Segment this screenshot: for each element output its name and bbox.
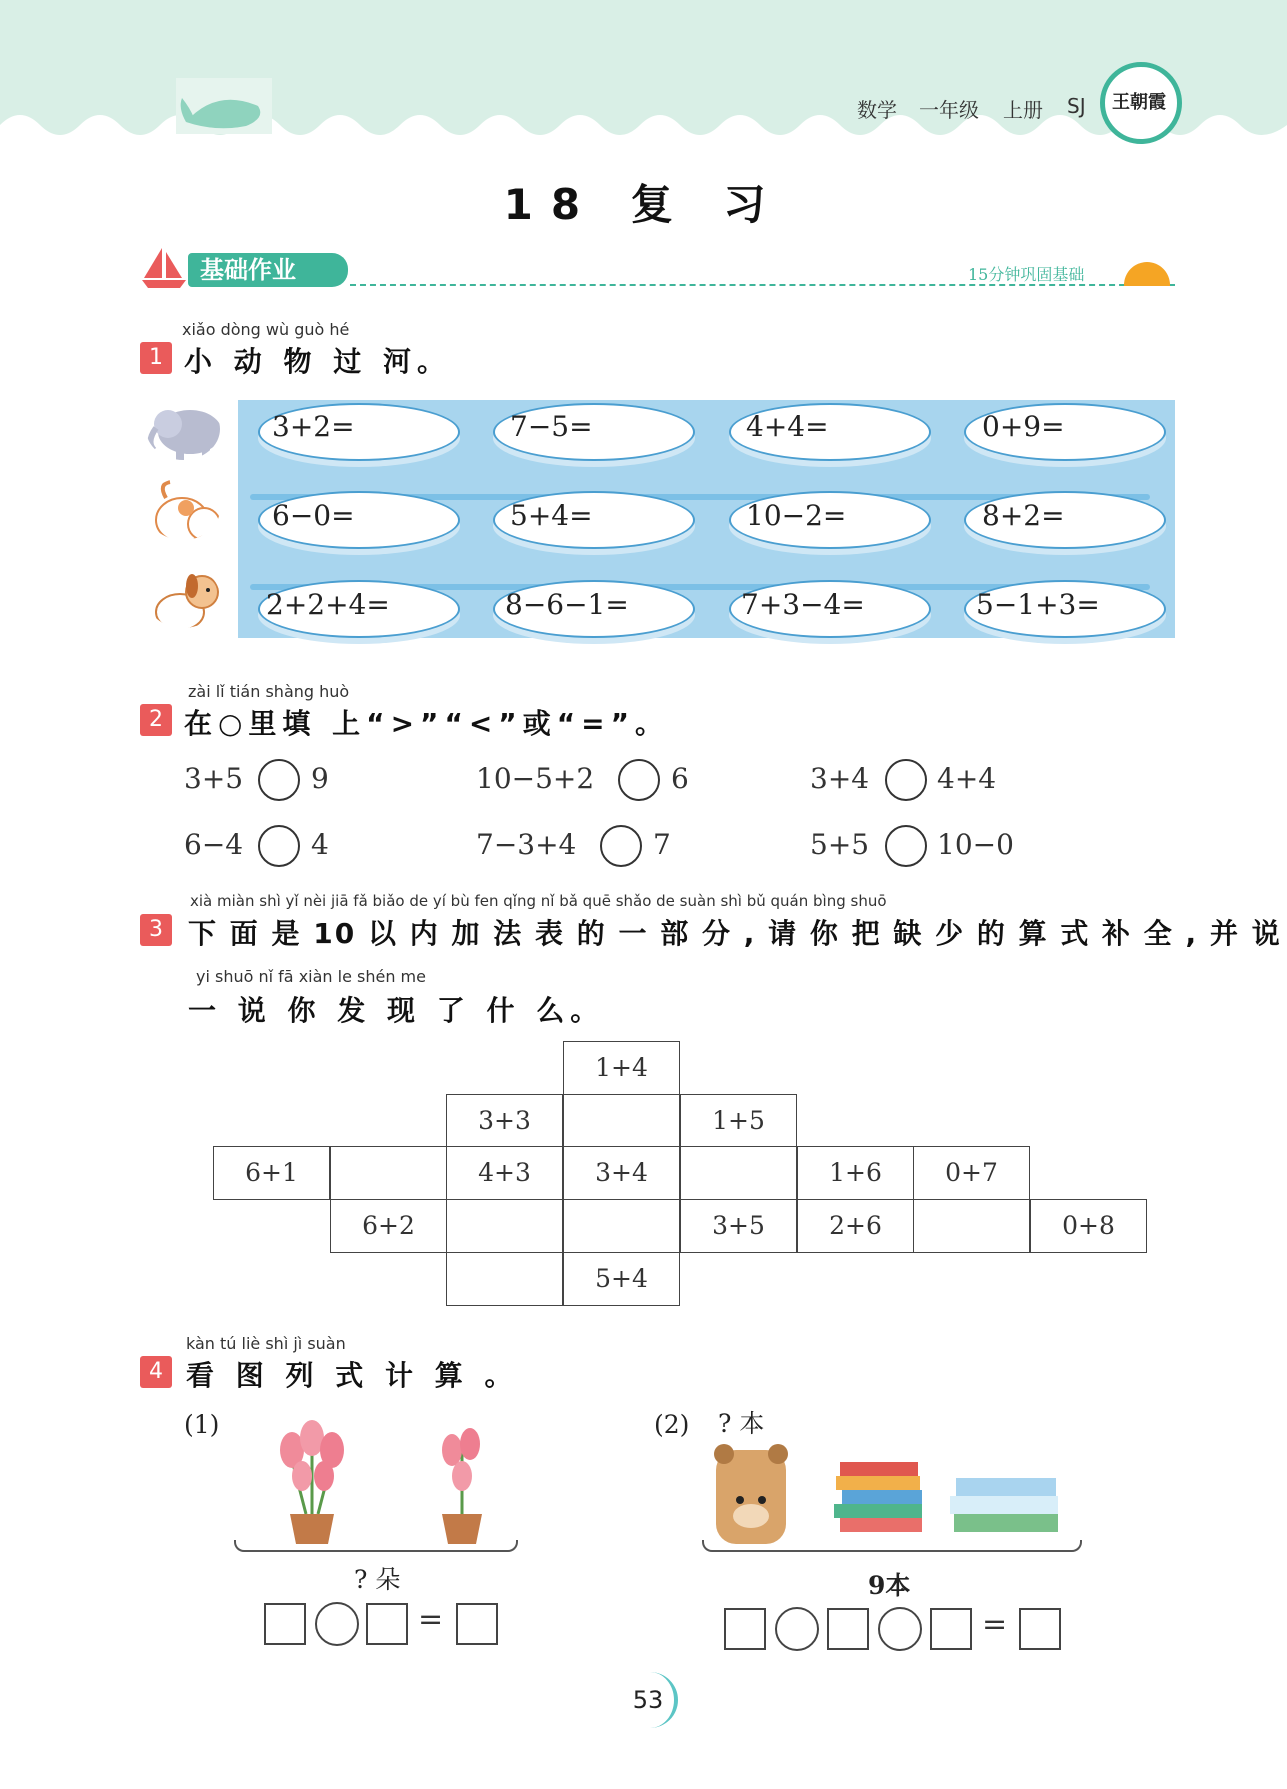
table-cell: 2+6 — [797, 1199, 914, 1253]
q1-item: 7−5= — [510, 410, 593, 443]
answer-circle[interactable] — [258, 825, 300, 867]
q2-text: 在○里填 上“>”“<”或“=”。 — [184, 707, 669, 740]
q2-number: 2 — [140, 704, 172, 736]
tulip-pot-icon — [430, 1420, 494, 1546]
cat-icon — [146, 478, 220, 540]
table-cell: 3+4 — [563, 1146, 680, 1200]
table-cell: 3+5 — [680, 1199, 797, 1253]
answer-operator-circle[interactable] — [878, 1607, 922, 1651]
table-cell: 0+8 — [1030, 1199, 1147, 1253]
q1-item: 6−0= — [272, 499, 355, 532]
q2-right: 4 — [311, 828, 329, 861]
q1-item: 2+2+4= — [266, 588, 390, 621]
q4-part2-total: 9本 — [868, 1571, 911, 1600]
q2-left: 3+4 — [810, 762, 870, 795]
q1-pinyin: xiǎo dòng wù guò hé — [182, 320, 350, 339]
q4-number: 4 — [140, 1356, 172, 1388]
q3-number: 3 — [140, 914, 172, 946]
total-brace — [234, 1540, 518, 1552]
answer-box[interactable] — [1019, 1608, 1061, 1650]
tulip-pot-icon — [262, 1410, 362, 1546]
table-cell: 5+4 — [563, 1252, 680, 1306]
q2-left: 3+5 — [184, 762, 244, 795]
section-note: 15分钟巩固基础 — [968, 265, 1085, 284]
q4-part2-top: ? 本 — [718, 1409, 765, 1438]
header-edition: SJ — [1067, 94, 1086, 118]
q1-item: 10−2= — [746, 499, 847, 532]
page-title: 18 复 习 — [503, 180, 784, 229]
section-label: 基础作业 — [188, 253, 348, 287]
q1-item: 8−6−1= — [505, 588, 629, 621]
q3-text-line2: 一 说 你 发 现 了 什 么。 — [188, 994, 605, 1027]
answer-circle[interactable] — [618, 759, 660, 801]
header-subject: 数学 — [857, 98, 897, 122]
table-cell: 1+5 — [680, 1094, 797, 1148]
q2-left: 10−5+2 — [476, 762, 595, 795]
header-volume: 上册 — [1003, 98, 1043, 122]
q1-item: 0+9= — [982, 410, 1065, 443]
header-grade: 一年级 — [919, 98, 979, 122]
q2-left: 6−4 — [184, 828, 244, 861]
table-blank-cell[interactable] — [446, 1199, 563, 1253]
table-cell: 4+3 — [446, 1146, 563, 1200]
table-cell: 6+2 — [330, 1199, 447, 1253]
table-cell: 0+7 — [913, 1146, 1030, 1200]
answer-circle[interactable] — [258, 759, 300, 801]
table-blank-cell[interactable] — [563, 1199, 680, 1253]
q4-part1-total: ? 朵 — [354, 1565, 401, 1594]
answer-box[interactable] — [264, 1603, 306, 1645]
table-blank-cell[interactable] — [913, 1199, 1030, 1253]
q1-item: 4+4= — [746, 410, 829, 443]
book-stack-icon — [832, 1456, 932, 1540]
q1-item: 7+3−4= — [741, 588, 865, 621]
q4-text: 看 图 列 式 计 算 。 — [186, 1359, 519, 1392]
table-cell: 1+4 — [563, 1041, 680, 1095]
book-stack-icon — [946, 1470, 1064, 1540]
q1-text: 小 动 物 过 河。 — [184, 345, 451, 378]
equals-sign: = — [418, 1602, 444, 1637]
answer-operator-circle[interactable] — [775, 1607, 819, 1651]
q1-item: 5+4= — [510, 499, 593, 532]
answer-operator-circle[interactable] — [315, 1602, 359, 1646]
q2-right: 4+4 — [937, 762, 997, 795]
table-blank-cell[interactable] — [446, 1252, 563, 1306]
q1-item: 3+2= — [272, 410, 355, 443]
answer-box[interactable] — [366, 1603, 408, 1645]
answer-circle[interactable] — [885, 825, 927, 867]
q2-left: 5+5 — [810, 828, 870, 861]
sailboat-icon — [140, 244, 188, 290]
elephant-icon — [146, 398, 220, 460]
table-cell: 3+3 — [446, 1094, 563, 1148]
q3-text-line1: 下 面 是 10 以 内 加 法 表 的 一 部 分 , 请 你 把 缺 少 的 算 式 补 全 , 并 说 — [188, 917, 1282, 950]
backpack-icon — [710, 1436, 792, 1548]
q1-number: 1 — [140, 342, 172, 374]
whale-icon — [176, 78, 272, 134]
q1-item: 8+2= — [982, 499, 1065, 532]
q3-pinyin-line2: yi shuō nǐ fā xiàn le shén me — [196, 967, 426, 986]
q2-right: 6 — [671, 762, 689, 795]
total-brace — [702, 1540, 1082, 1552]
q4-part1-label: (1) — [184, 1410, 220, 1439]
answer-box[interactable] — [930, 1608, 972, 1650]
q2-right: 7 — [653, 828, 671, 861]
equals-sign: = — [982, 1607, 1008, 1642]
table-cell: 1+6 — [797, 1146, 914, 1200]
q2-right: 10−0 — [937, 828, 1014, 861]
q2-left: 7−3+4 — [476, 828, 577, 861]
q3-pinyin-line1: xià miàn shì yǐ nèi jiā fǎ biǎo de yí bù fen qǐng nǐ bǎ quē shǎo de suàn shì bǔ quán bìng shuō — [190, 892, 887, 910]
q2-right: 9 — [311, 762, 329, 795]
q4-part2-label: (2) — [654, 1410, 690, 1439]
answer-circle[interactable] — [885, 759, 927, 801]
answer-circle[interactable] — [600, 825, 642, 867]
table-blank-cell[interactable] — [563, 1094, 680, 1148]
dog-icon — [146, 566, 220, 628]
sun-icon — [1124, 262, 1170, 286]
brand-logo-text: 王朝霞 — [1112, 92, 1166, 113]
table-blank-cell[interactable] — [680, 1146, 797, 1200]
answer-box[interactable] — [456, 1603, 498, 1645]
q1-item: 5−1+3= — [976, 588, 1100, 621]
answer-box[interactable] — [827, 1608, 869, 1650]
page-number: 53 — [622, 1672, 678, 1728]
q2-pinyin: zài lǐ tián shàng huò — [188, 682, 350, 701]
table-cell: 6+1 — [213, 1146, 330, 1200]
answer-box[interactable] — [724, 1608, 766, 1650]
q4-pinyin: kàn tú liè shì jì suàn — [186, 1334, 346, 1353]
table-blank-cell[interactable] — [330, 1146, 447, 1200]
